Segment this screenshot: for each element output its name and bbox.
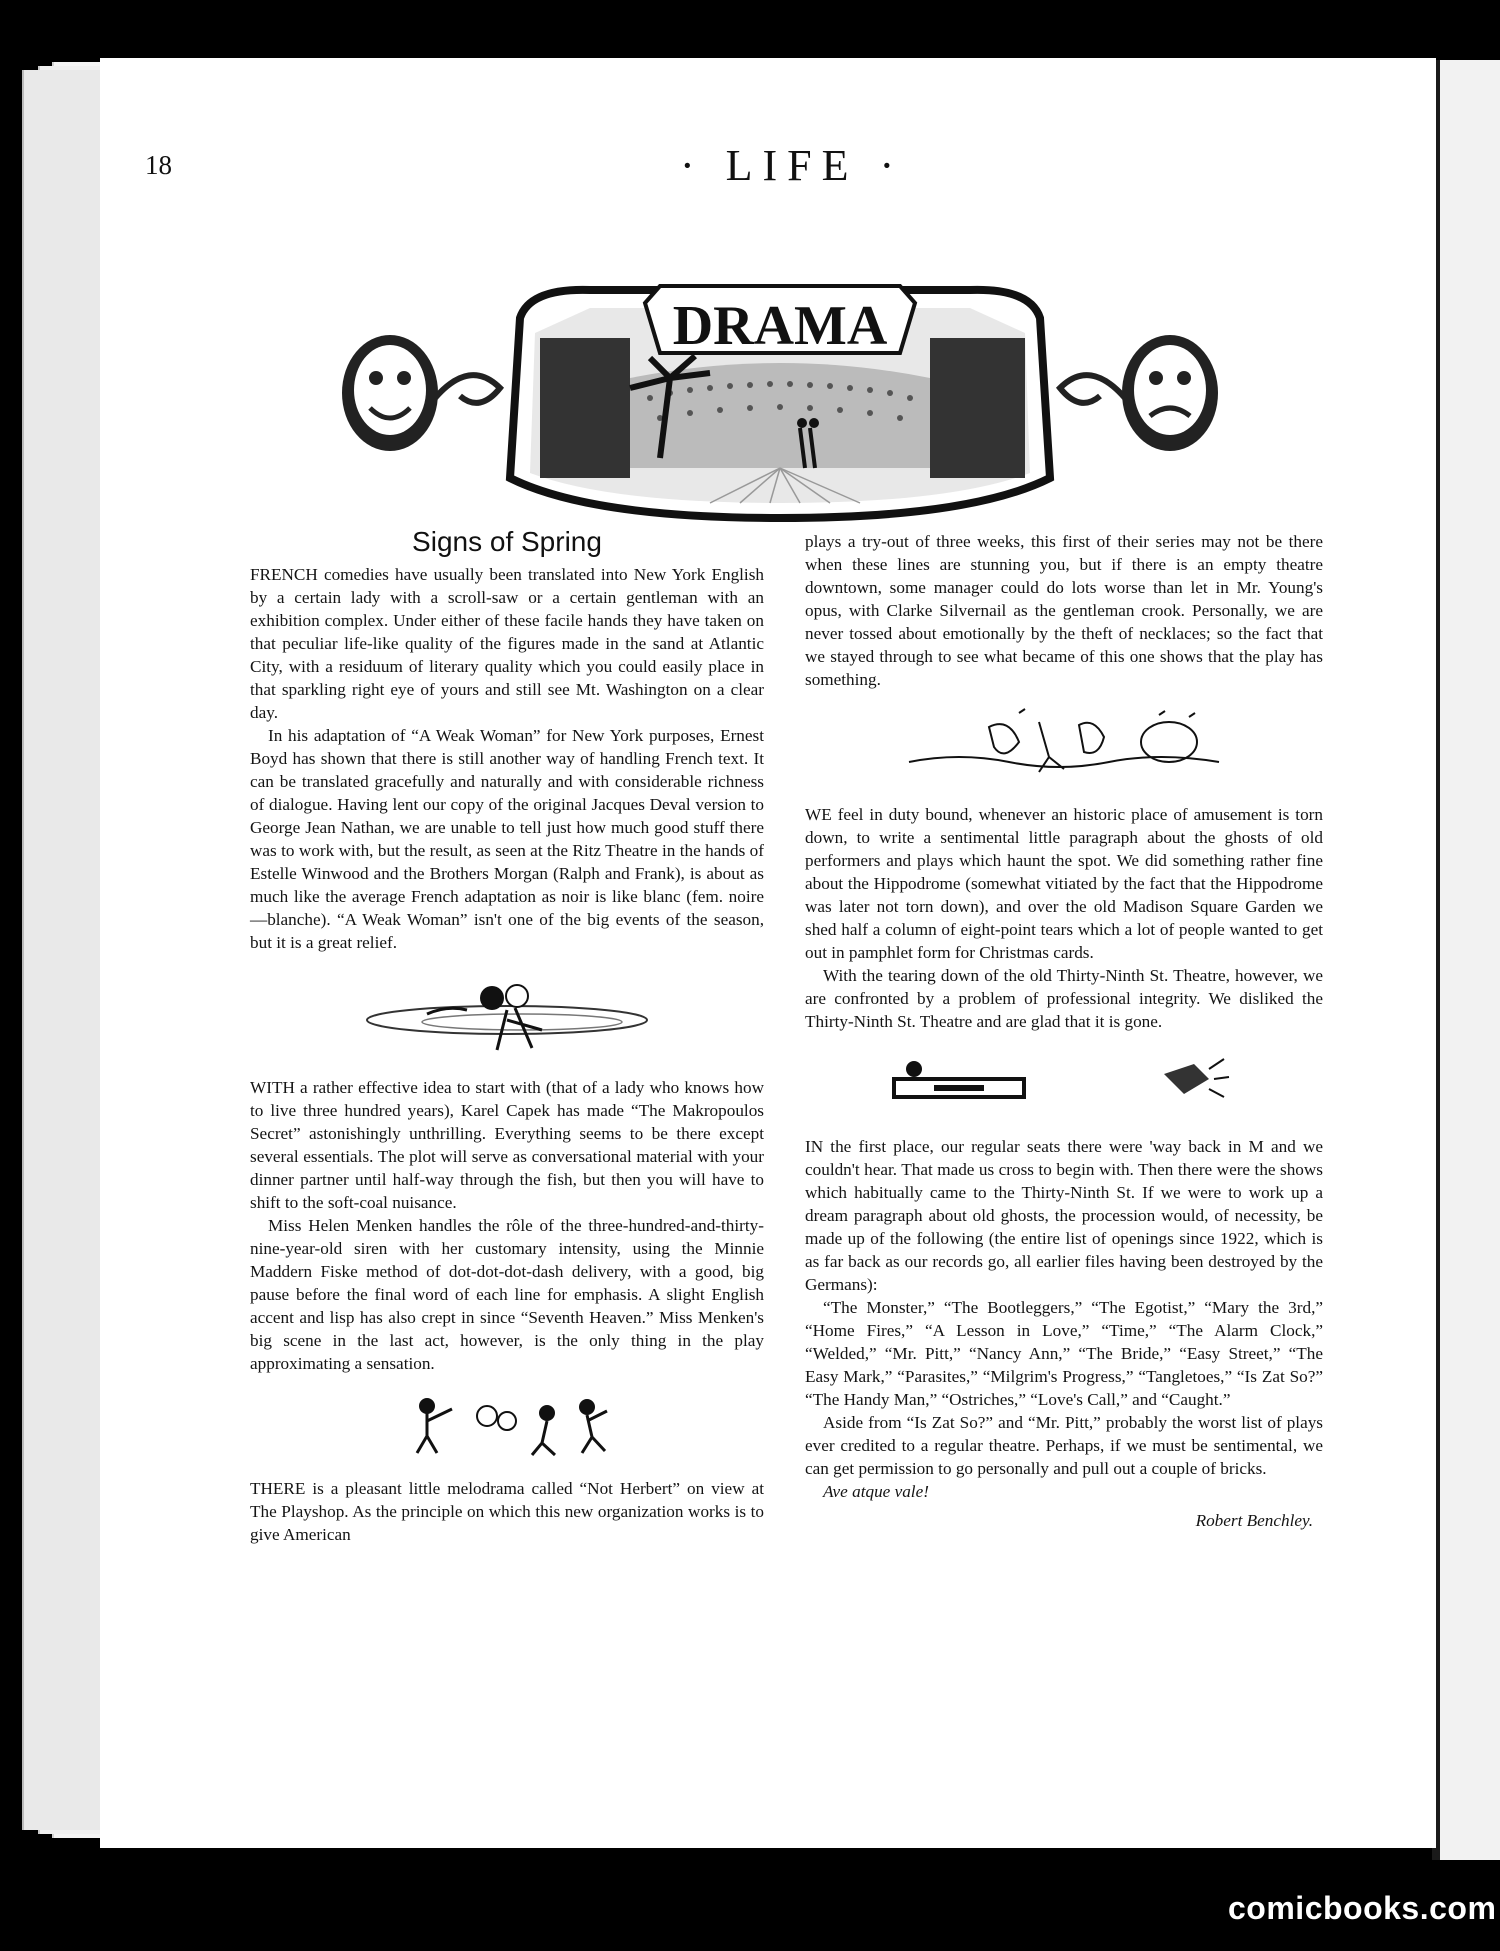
paragraph: Aside from “Is Zat So?” and “Mr. Pitt,” probably the worst list of plays ever credited to a regular theatre. Perhaps, if we must be sentimental, we can get permission to go personally and pull out a couple of bricks.	[805, 1413, 1323, 1478]
paragraph: In his adaptation of “A Weak Woman” for New York purposes, Ernest Boyd has shown that there is still another way of handling French text. It can be translated gracefully and naturally and with considerable richness of dialogue. Having lent our copy of the original Jacques Deval version to George Jean Nathan, we are unable to tell just how much good stuff there was to work with, but the result, as seen at the Ritz Theatre in the hands of Estelle Winwood and the Brothers Morgan (Ralph and Frank), is about as much like the average French adaptation as noir is like blanc (fem. noire—blanche). “A Weak Woman” isn't one of the big events of the season, but it is a great relief.	[250, 726, 764, 952]
paragraph: IN the first place, our regular seats there were 'way back in M and we couldn't hear. That made us cross to begin with. Then there were the shows which habitually came to the Thirty-Ninth St. If we were to work up a dream paragraph about old ghosts, the procession would, of necessity, be made up of the following (the entire list of openings since 1922, which is as far back as our records go, all earlier files having been destroyed by the Germans):	[805, 1137, 1323, 1294]
paragraph: plays a try-out of three weeks, this first of their series may not be there when these lines are stunning you, but if there is an empty theatre downtown, some manager could do lots worse than let in Mr. Young's opus, with Clarke Silvernail as the gentleman crook. Personally, we are never tossed about emotionally by the theft of necklaces; so the fact that we stayed through to see what became of this one shows that the play has something.	[805, 532, 1323, 689]
comedy-mask-icon	[342, 335, 438, 451]
paragraph: Miss Helen Menken handles the rôle of the three-hundred-and-thirty-nine-year-old siren with her customary intensity, using the Minnie Maddern Fiske method of dot-dot-dot-dash delivery, with a good, big pause before the final word of each line for emphasis. A slight English accent and lisp has also crept in since “Seventh Heaven.” Miss Menken's big scene in the last act, however, is the only thing in the play approximating a sensation.	[250, 1216, 764, 1373]
coffin-and-figure-illustration	[874, 1049, 1254, 1119]
paragraph: FRENCH comedies have usually been translated into New York English by a certain lady with a scroll-saw or a certain gentleman with an exhibition complex. Under either of these facile hands they have taken on that peculiar life-like quality of the figures made in the sand at Atlantic City, with a residuum of literary quality which you could easily place in that sparkling right eye of yours and still see Mt. Washington on a clear day.	[250, 565, 764, 722]
watermark: comicbooks.com	[1228, 1890, 1497, 1926]
paragraph: “The Monster,” “The Bootleggers,” “The Egotist,” “Mary the 3rd,” “Home Fires,” “A Lesson in Love,” “Time,” “The Alarm Clock,” “Welded,” “Mr. Pitt,” “Nancy Ann,” “The Bride,” “Easy Street,” “The Easy Mark,” “Parasites,” “Milgrim's Progress,” “Tangletoes,” “Is Zat So?” “The Handy Man,” “Ostriches,” “Love's Call,” and “Caught.”	[805, 1298, 1323, 1409]
skating-couple-illustration	[357, 970, 657, 1060]
drama-banner-illustration	[330, 278, 1230, 528]
article-title: Signs of Spring	[412, 526, 602, 557]
dancers-illustration	[899, 707, 1229, 787]
magazine-title: · LIFE ·	[680, 141, 905, 190]
closing-line: Ave atque vale!	[823, 1482, 929, 1501]
right-column	[805, 530, 1323, 1532]
chasing-figures-illustration	[357, 1391, 657, 1461]
paragraph: WE feel in duty bound, whenever an historic place of amusement is torn down, to write a sentimental little paragraph about the ghosts of old performers and plays which haunt the spot. We did something rather fine about the Hippodrome (somewhat vitiated by the fact that the Hippodrome was later not torn down), and over the old Madison Square Garden we shed half a column of eight-point tears which a lot of people wanted to get out in pamphlet form for Christmas cards.	[805, 805, 1323, 962]
page-number: 18	[145, 150, 172, 180]
facing-page-edge	[1440, 60, 1500, 1860]
paragraph: WITH a rather effective idea to start with (that of a lady who knows how to live three hundred years), Karel Capek has made “The Makropoulos Secret” astonishingly unthrilling. Everything seems to be there except several essentials. The plot will serve as conversational material with your dinner partner until half-way through the fish, but then you will have to shift to the soft-coal nuisance.	[250, 1078, 764, 1212]
paragraph: With the tearing down of the old Thirty-Ninth St. Theatre, however, we are confronted by a problem of professional integrity. We disliked the Thirty-Ninth St. Theatre and are glad that it is gone.	[805, 966, 1323, 1031]
paragraph: THERE is a pleasant little melodrama called “Not Herbert” on view at The Playshop. As the principle on which this new organization works is to give American	[250, 1479, 764, 1544]
author-signature: Robert Benchley.	[1195, 1511, 1313, 1530]
banner-title: DRAMA	[672, 295, 888, 357]
left-column	[250, 526, 764, 1546]
tragedy-mask-icon	[1122, 335, 1218, 451]
